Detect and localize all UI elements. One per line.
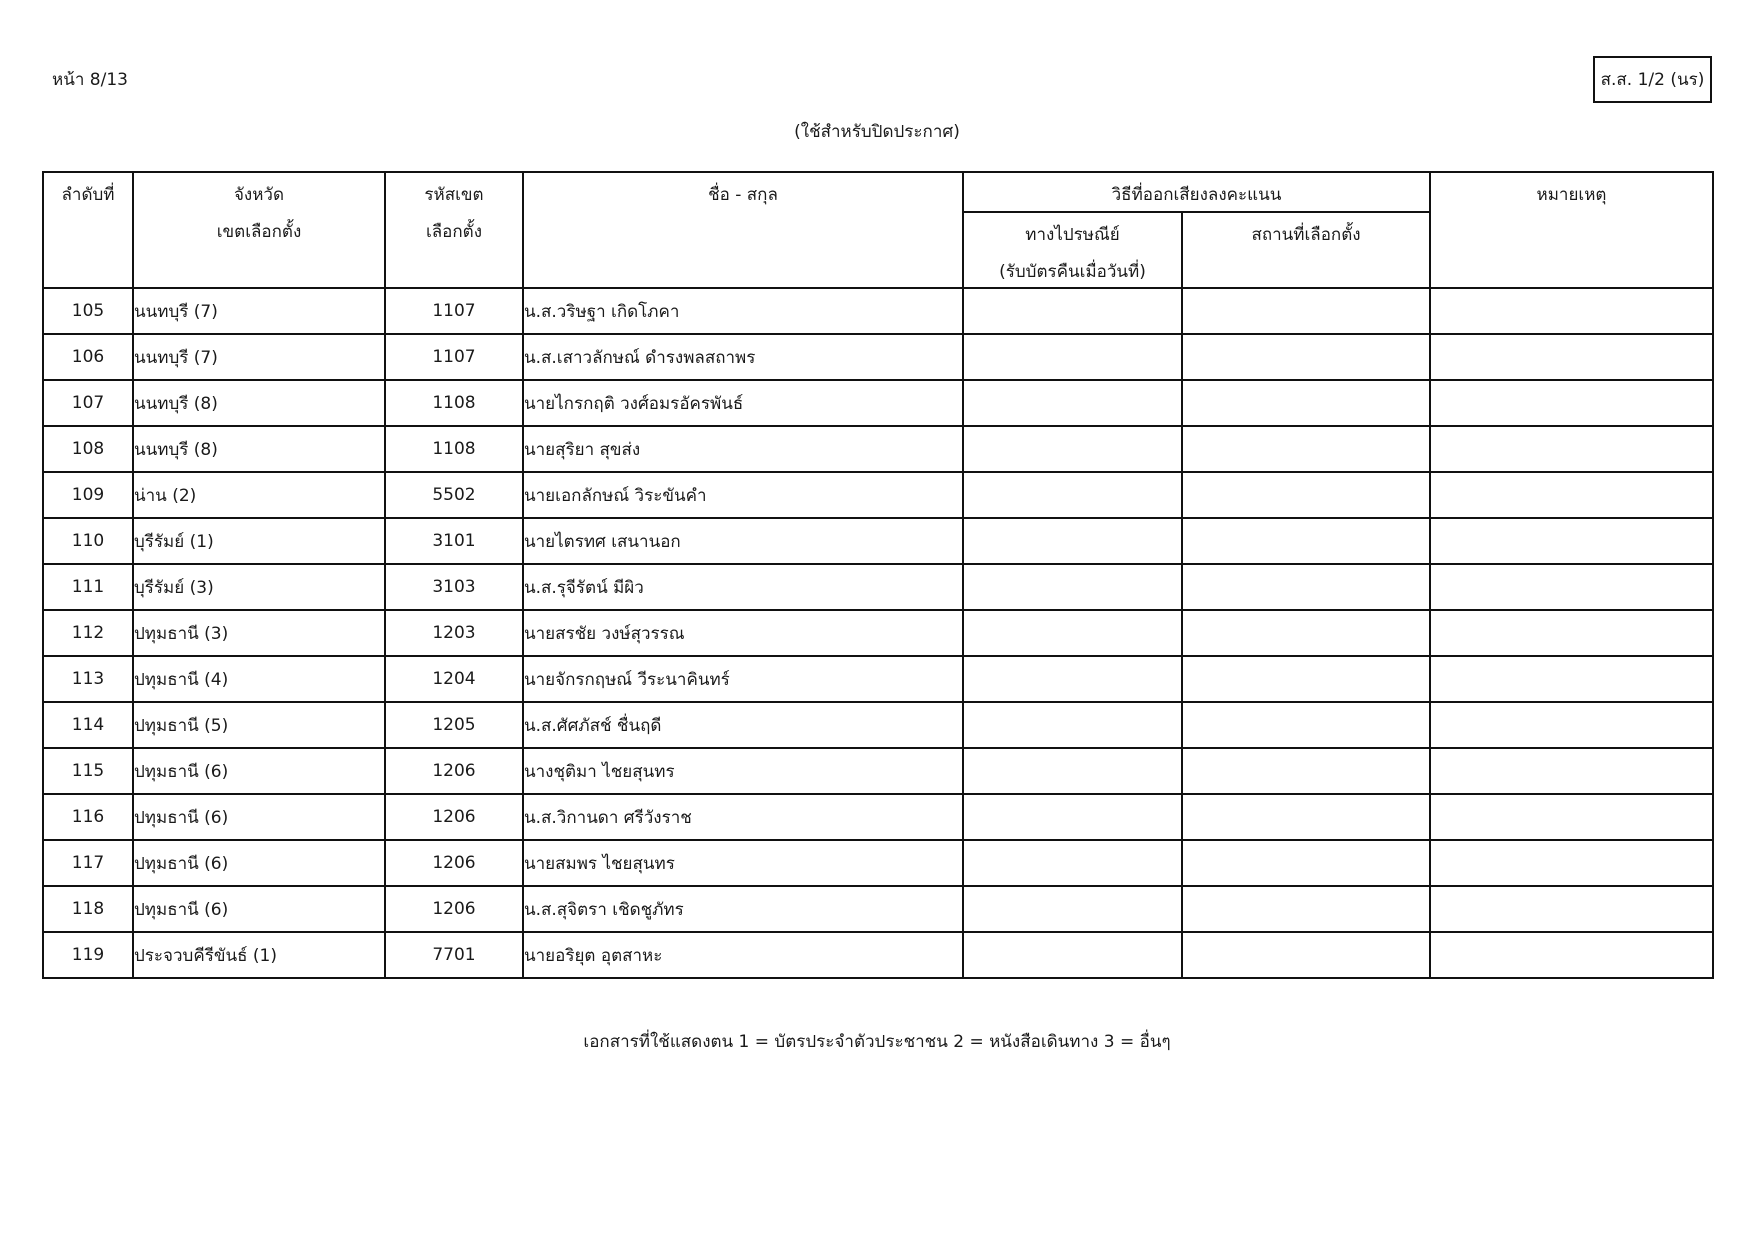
row-remark — [1430, 932, 1713, 978]
row-district-code: 1206 — [385, 794, 523, 840]
row-order: 116 — [43, 794, 133, 840]
row-order: 113 — [43, 656, 133, 702]
row-polling-station — [1182, 886, 1430, 932]
row-name: นายไตรทศ เสนานอก — [523, 518, 963, 564]
row-by-post — [963, 702, 1182, 748]
row-polling-station — [1182, 564, 1430, 610]
row-polling-station — [1182, 794, 1430, 840]
row-by-post — [963, 518, 1182, 564]
document-legend: เอกสารที่ใช้แสดงตน 1 = บัตรประจำตัวประชาชน 2 = หนังสือเดินทาง 3 = อื่นๆ — [583, 1032, 1171, 1052]
row-by-post — [963, 334, 1182, 380]
row-province: ประจวบคีรีขันธ์ (1) — [133, 932, 385, 978]
row-district-code: 1206 — [385, 886, 523, 932]
row-by-post — [963, 610, 1182, 656]
row-polling-station — [1182, 748, 1430, 794]
header-polling-station: สถานที่เลือกตั้ง — [1182, 212, 1430, 288]
form-code-label: ส.ส. 1/2 (นร) — [1600, 70, 1705, 90]
table-row — [43, 748, 1713, 794]
row-remark — [1430, 518, 1713, 564]
row-name: น.ส.เสาวลักษณ์ ดำรงพลสถาพร — [523, 334, 963, 380]
row-order: 114 — [43, 702, 133, 748]
row-by-post — [963, 380, 1182, 426]
row-by-post — [963, 472, 1182, 518]
document-subtitle: (ใช้สำหรับปิดประกาศ) — [794, 122, 960, 142]
row-province: ปทุมธานี (6) — [133, 794, 385, 840]
header-province: จังหวัด เขตเลือกตั้ง — [133, 172, 385, 288]
row-remark — [1430, 610, 1713, 656]
row-district-code: 1203 — [385, 610, 523, 656]
row-order: 106 — [43, 334, 133, 380]
row-name: นายจักรกฤษณ์ วีระนาคินทร์ — [523, 656, 963, 702]
row-province: น่าน (2) — [133, 472, 385, 518]
row-province: ปทุมธานี (6) — [133, 840, 385, 886]
row-polling-station — [1182, 610, 1430, 656]
row-province: นนทบุรี (8) — [133, 426, 385, 472]
table-row — [43, 426, 1713, 472]
row-name: น.ส.รุจีรัตน์ มีผิว — [523, 564, 963, 610]
header-order: ลำดับที่ — [43, 172, 133, 288]
row-order: 110 — [43, 518, 133, 564]
row-name: นายไกรกฤติ วงศ์อมรอัครพันธ์ — [523, 380, 963, 426]
row-province: ปทุมธานี (5) — [133, 702, 385, 748]
row-province: นนทบุรี (7) — [133, 288, 385, 334]
row-order: 115 — [43, 748, 133, 794]
row-district-code: 1206 — [385, 840, 523, 886]
row-name: นายเอกลักษณ์ วิระขันคำ — [523, 472, 963, 518]
row-name: นางชุติมา ไชยสุนทร — [523, 748, 963, 794]
row-polling-station — [1182, 656, 1430, 702]
row-polling-station — [1182, 288, 1430, 334]
row-polling-station — [1182, 932, 1430, 978]
table-row — [43, 288, 1713, 334]
row-order: 109 — [43, 472, 133, 518]
row-order: 112 — [43, 610, 133, 656]
row-remark — [1430, 702, 1713, 748]
table-row — [43, 518, 1713, 564]
row-district-code: 1108 — [385, 380, 523, 426]
row-remark — [1430, 426, 1713, 472]
row-district-code: 3101 — [385, 518, 523, 564]
table-row — [43, 886, 1713, 932]
row-polling-station — [1182, 334, 1430, 380]
row-by-post — [963, 564, 1182, 610]
row-order: 107 — [43, 380, 133, 426]
row-province: ปทุมธานี (3) — [133, 610, 385, 656]
row-polling-station — [1182, 702, 1430, 748]
row-polling-station — [1182, 472, 1430, 518]
row-order: 118 — [43, 886, 133, 932]
row-order: 105 — [43, 288, 133, 334]
row-province: นนทบุรี (7) — [133, 334, 385, 380]
row-by-post — [963, 748, 1182, 794]
row-district-code: 1205 — [385, 702, 523, 748]
row-polling-station — [1182, 426, 1430, 472]
row-remark — [1430, 794, 1713, 840]
row-by-post — [963, 932, 1182, 978]
table-row — [43, 472, 1713, 518]
voter-list-table — [42, 171, 1714, 979]
table-row — [43, 932, 1713, 978]
table-row — [43, 794, 1713, 840]
row-district-code: 1107 — [385, 334, 523, 380]
header-remark: หมายเหตุ — [1430, 172, 1713, 288]
row-province: ปทุมธานี (6) — [133, 748, 385, 794]
row-remark — [1430, 564, 1713, 610]
row-district-code: 5502 — [385, 472, 523, 518]
row-by-post — [963, 840, 1182, 886]
row-by-post — [963, 794, 1182, 840]
row-name: นายสมพร ไชยสุนทร — [523, 840, 963, 886]
header-by-post: ทางไปรษณีย์ (รับบัตรคืนเมื่อวันที่) — [963, 212, 1182, 288]
table-row — [43, 840, 1713, 886]
row-name: นายสรชัย วงษ์สุวรรณ — [523, 610, 963, 656]
row-name: นายสุริยา สุขส่ง — [523, 426, 963, 472]
row-remark — [1430, 380, 1713, 426]
row-order: 108 — [43, 426, 133, 472]
table-row — [43, 610, 1713, 656]
row-province: บุรีรัมย์ (3) — [133, 564, 385, 610]
table-row — [43, 334, 1713, 380]
row-province: ปทุมธานี (6) — [133, 886, 385, 932]
row-district-code: 7701 — [385, 932, 523, 978]
header-name: ชื่อ - สกุล — [523, 172, 963, 288]
page-number: หน้า 8/13 — [52, 70, 128, 90]
table-row — [43, 702, 1713, 748]
row-remark — [1430, 472, 1713, 518]
row-remark — [1430, 886, 1713, 932]
row-name: น.ส.วิกานดา ศรีวังราช — [523, 794, 963, 840]
row-district-code: 1204 — [385, 656, 523, 702]
row-polling-station — [1182, 840, 1430, 886]
row-district-code: 1107 — [385, 288, 523, 334]
row-polling-station — [1182, 380, 1430, 426]
header-voting-method: วิธีที่ออกเสียงลงคะแนน — [963, 172, 1430, 212]
row-order: 117 — [43, 840, 133, 886]
row-remark — [1430, 748, 1713, 794]
row-district-code: 1206 — [385, 748, 523, 794]
row-by-post — [963, 656, 1182, 702]
row-by-post — [963, 886, 1182, 932]
row-by-post — [963, 426, 1182, 472]
row-province: บุรีรัมย์ (1) — [133, 518, 385, 564]
row-remark — [1430, 334, 1713, 380]
row-order: 119 — [43, 932, 133, 978]
row-district-code: 3103 — [385, 564, 523, 610]
row-remark — [1430, 656, 1713, 702]
row-polling-station — [1182, 518, 1430, 564]
table-row — [43, 656, 1713, 702]
row-province: ปทุมธานี (4) — [133, 656, 385, 702]
form-code-box — [1593, 56, 1712, 103]
row-name: น.ส.สุจิตรา เชิดชูภัทร — [523, 886, 963, 932]
row-name: น.ส.ศัศภัสช์ ชื่นฤดี — [523, 702, 963, 748]
row-name: นายอริยุต อุตสาหะ — [523, 932, 963, 978]
row-name: น.ส.วริษฐา เกิดโภคา — [523, 288, 963, 334]
table-row — [43, 564, 1713, 610]
header-district-code: รหัสเขต เลือกตั้ง — [385, 172, 523, 288]
table-row — [43, 380, 1713, 426]
row-order: 111 — [43, 564, 133, 610]
row-remark — [1430, 288, 1713, 334]
row-remark — [1430, 840, 1713, 886]
row-by-post — [963, 288, 1182, 334]
row-province: นนทบุรี (8) — [133, 380, 385, 426]
row-district-code: 1108 — [385, 426, 523, 472]
